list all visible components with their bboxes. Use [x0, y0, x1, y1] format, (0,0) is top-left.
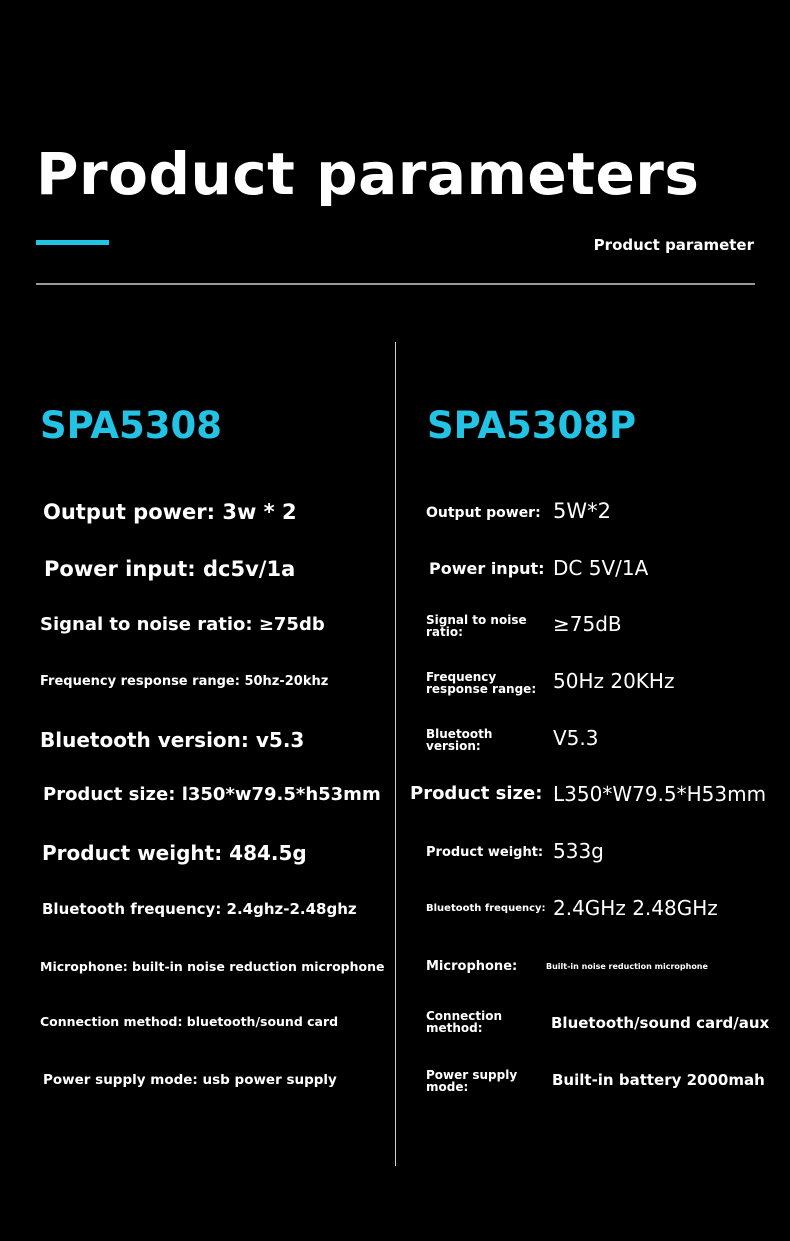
right-spec-value-microphone: Built-in noise reduction microphone	[546, 962, 708, 971]
left-spec-bluetooth-version: Bluetooth version: v5.3	[40, 728, 305, 752]
right-spec-value-frequency-response: 50Hz 20KHz	[553, 669, 675, 693]
right-spec-label-product-weight: Product weight:	[426, 845, 544, 860]
page-subtitle: Product parameter	[593, 236, 754, 254]
right-spec-label-power-input: Power input:	[429, 559, 545, 578]
right-spec-value-connection-method: Bluetooth/sound card/aux	[551, 1014, 770, 1032]
left-spec-product-weight: Product weight: 484.5g	[42, 841, 307, 865]
right-spec-label-bluetooth-version: Bluetooth version:	[426, 727, 493, 753]
column-divider	[395, 342, 396, 1166]
left-spec-bluetooth-frequency: Bluetooth frequency: 2.4ghz-2.48ghz	[42, 900, 357, 918]
left-spec-output-power: Output power: 3w * 2	[43, 500, 297, 524]
right-spec-value-power-input: DC 5V/1A	[553, 556, 649, 580]
right-spec-value-output-power: 5W*2	[553, 499, 611, 523]
left-spec-frequency-response: Frequency response range: 50hz-20khz	[40, 674, 329, 689]
right-spec-value-snr: ≥75dB	[553, 612, 622, 636]
right-spec-value-product-size: L350*W79.5*H53mm	[553, 782, 767, 806]
right-spec-label-microphone: Microphone:	[426, 959, 518, 974]
left-spec-connection-method: Connection method: bluetooth/sound card	[40, 1014, 339, 1029]
left-spec-microphone: Microphone: built-in noise reduction microphone	[40, 959, 385, 974]
right-spec-value-power-supply-mode: Built-in battery 2000mah	[552, 1071, 765, 1089]
right-spec-value-product-weight: 533g	[553, 839, 604, 863]
right-spec-label-output-power: Output power:	[426, 505, 541, 521]
left-spec-snr: Signal to noise ratio: ≥75db	[40, 614, 325, 635]
right-spec-label-snr: Signal to noise ratio:	[426, 613, 527, 639]
page-title: Product parameters	[36, 140, 700, 208]
left-spec-product-size: Product size: l350*w79.5*h53mm	[43, 784, 381, 805]
left-spec-power-supply-mode: Power supply mode: usb power supply	[43, 1072, 337, 1088]
right-spec-value-bluetooth-version: V5.3	[553, 726, 599, 750]
right-model-name: SPA5308P	[427, 404, 637, 447]
right-spec-label-power-supply-mode: Power supply mode:	[426, 1068, 518, 1094]
accent-bar	[36, 240, 109, 245]
left-model-name: SPA5308	[40, 404, 222, 447]
header-divider	[36, 283, 755, 285]
right-spec-label-product-size: Product size:	[410, 783, 543, 804]
right-spec-label-frequency-response: Frequency response range:	[426, 670, 537, 696]
left-spec-power-input: Power input: dc5v/1a	[44, 557, 296, 581]
right-spec-label-bluetooth-frequency: Bluetooth frequency:	[426, 903, 546, 914]
right-spec-value-bluetooth-frequency: 2.4GHz 2.48GHz	[553, 896, 718, 920]
right-spec-label-connection-method: Connection method:	[426, 1009, 503, 1035]
